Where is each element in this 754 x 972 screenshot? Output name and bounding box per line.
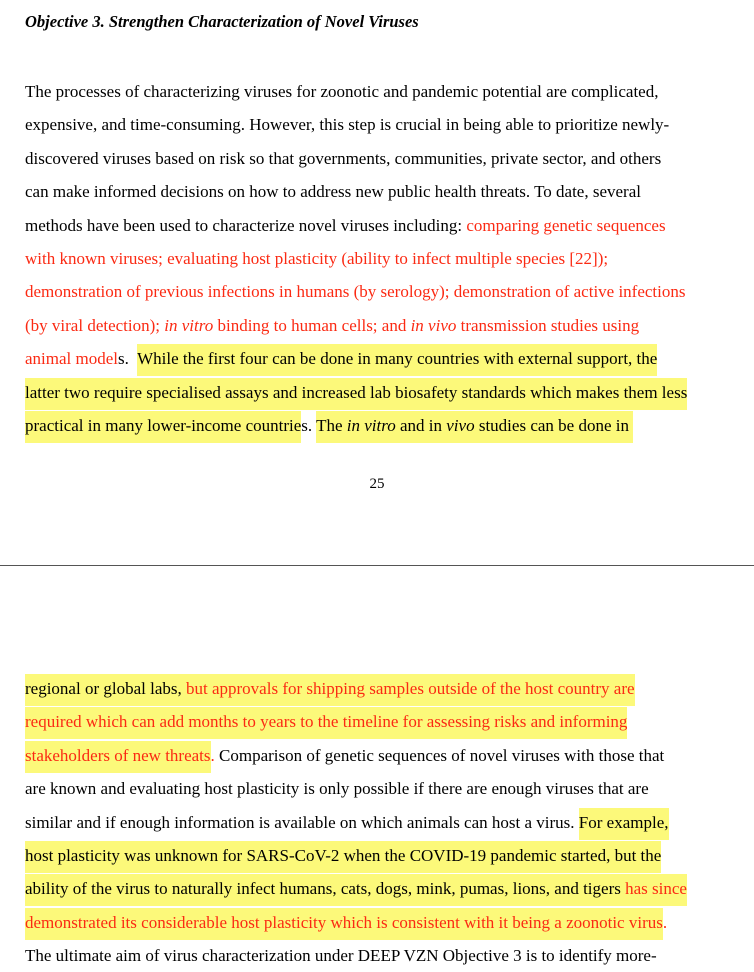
text-line — [25, 108, 669, 141]
page-number: 25 — [369, 476, 385, 492]
red-text: with known viruses; evaluating host plasticity (ability to infect multiple species [22]); — [25, 249, 609, 268]
highlighted-text: has since — [625, 874, 687, 906]
highlighted-text: vivo — [446, 411, 474, 443]
red-text: demonstration of previous infections in humans (by serology); demonstration of active infections — [25, 282, 686, 302]
highlighted-text: ability of the virus to naturally infect humans, cats, dogs, mink, pumas, lions, and tigers — [25, 874, 625, 906]
highlighted-text: required which can add months to years to the timeline for assessing risks and informing — [25, 707, 627, 739]
text-line — [25, 376, 687, 409]
text-line — [25, 806, 669, 839]
text-line — [25, 142, 661, 175]
highlighted-text: practical in many lower-income countrie — [25, 411, 301, 443]
red-text: (by viral detection); — [25, 315, 165, 335]
highlighted-text: and in — [396, 411, 447, 443]
highlighted-text: latter two require specialised assays and increased lab biosafety standards which makes them less — [25, 378, 687, 410]
text-segment: similar and if enough information is available on which animals can host a virus. — [25, 812, 579, 832]
text-segment: s. — [118, 349, 138, 369]
text-line — [25, 175, 641, 208]
text-segment: Comparison of genetic sequences of novel viruses with those that — [214, 745, 665, 765]
text-line — [25, 672, 635, 705]
red-text: . — [662, 912, 668, 932]
text-segment: s. — [301, 416, 317, 435]
text-segment: can make informed decisions on how to address new public health threats. To date, several — [25, 182, 641, 202]
text-segment: The processes of characterizing viruses for zoonotic and pandemic potential are complicated, — [25, 82, 659, 101]
text-segment: discovered viruses based on risk so that governments, communities, private sector, and others — [25, 148, 662, 168]
text-line — [25, 409, 633, 442]
highlighted-text: but approvals for shipping samples outside of the host country are — [186, 674, 635, 706]
text-segment: expensive, and time-consuming. However, this step is crucial in being able to prioritize newly- — [25, 115, 670, 135]
text-line — [25, 342, 657, 375]
highlighted-text: studies can be done in — [475, 411, 634, 443]
highlighted-text: demonstrated its considerable host plasticity which is consistent with it being a zoonotic virus — [25, 908, 663, 940]
red-text: in vitro — [164, 315, 214, 335]
highlighted-text: While the first four can be done in many countries with external support, the — [137, 344, 657, 376]
red-text: in vivo — [410, 315, 457, 335]
text-line — [25, 275, 686, 308]
red-text: animal model — [25, 349, 119, 369]
section-heading: Objective 3. Strengthen Characterization of Novel Viruses — [25, 12, 419, 31]
text-line — [25, 309, 639, 342]
highlighted-text: stakeholders of new threats — [25, 741, 211, 773]
text-line — [25, 705, 627, 738]
text-line — [25, 772, 649, 805]
highlighted-text: regional or global labs, — [25, 674, 186, 706]
highlighted-text: The — [316, 411, 347, 443]
text-line — [25, 75, 658, 108]
text-segment: The ultimate aim of virus characterization under DEEP VZN Objective 3 is to identify more- — [25, 946, 657, 966]
red-text: transmission studies using — [456, 315, 640, 335]
text-line — [25, 939, 657, 972]
text-line — [25, 872, 687, 905]
highlighted-text: host plasticity was unknown for SARS-CoV-2 when the COVID-19 pandemic started, but the — [25, 841, 661, 873]
text-line — [25, 209, 666, 242]
page-divider — [0, 565, 754, 566]
text-line — [25, 739, 664, 772]
text-line — [25, 906, 667, 939]
text-line — [25, 839, 661, 872]
red-text: binding to human cells; and — [213, 315, 411, 335]
text-segment: are known and evaluating host plasticity is only possible if there are enough viruses that are — [25, 779, 649, 799]
highlighted-text: in vitro — [347, 411, 396, 443]
text-segment: methods have been used to characterize novel viruses including: — [25, 215, 467, 235]
text-line — [25, 242, 608, 275]
highlighted-text: For example, — [579, 808, 669, 840]
red-text: comparing genetic sequences — [466, 215, 666, 235]
red-text: . — [210, 745, 215, 765]
